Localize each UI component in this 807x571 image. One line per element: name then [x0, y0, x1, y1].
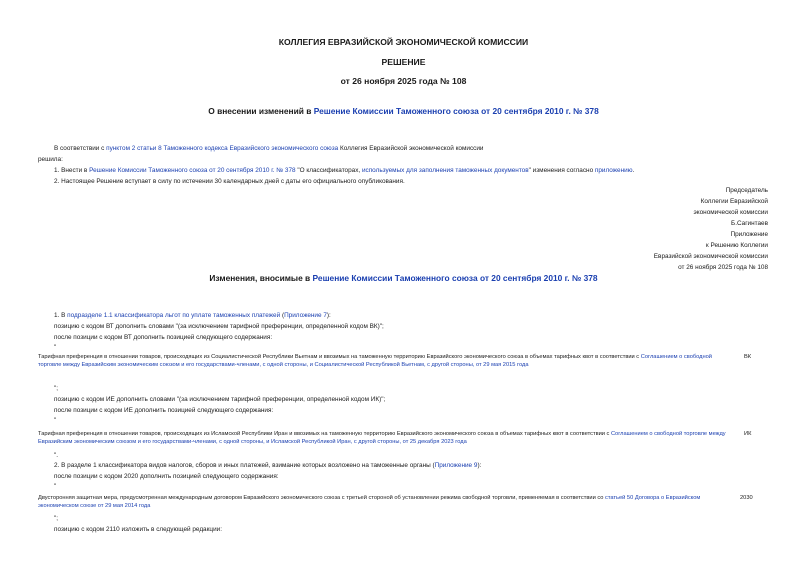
quote-open-1: "	[54, 344, 57, 351]
signature-line-3: экономической комиссии	[693, 209, 768, 216]
row-ik-code: ИК	[744, 431, 752, 437]
annex-ref-2: Евразийской экономической комиссии	[653, 253, 768, 260]
signature-line-1: Председатель	[725, 187, 768, 194]
section-1-line-3: позицию с кодом ИЕ дополнить словами "(за исключением тарифной преференции, определенной кодом ИК)";	[54, 396, 386, 403]
classifiers-link[interactable]: используемых для заполнения таможенных документов	[361, 167, 529, 174]
section-1-text: 1. В	[54, 312, 68, 319]
org-name: КОЛЛЕГИЯ ЕВРАЗИЙСКОЙ ЭКОНОМИЧЕСКОЙ КОМИССИИ	[278, 37, 529, 47]
section-1-paren: (	[280, 312, 285, 319]
section-1-line-2: после позиции с кодом ВТ дополнить позицией следующего содержания:	[54, 334, 273, 341]
annex-link[interactable]: приложению	[594, 167, 633, 174]
table-row-2030	[38, 494, 728, 511]
preamble-paragraph	[54, 145, 483, 153]
row-2030-code: 2030	[740, 495, 753, 501]
annex-ref-3: от 26 ноября 2025 года № 108	[678, 264, 768, 271]
section-1-colon: ):	[326, 312, 331, 319]
decision-378-link[interactable]: Решение Комиссии Таможенного союза от 20 сентября 2010 г. № 378	[89, 167, 296, 174]
section-2-text: 2. В разделе 1 классификатора видов налогов, сборов и иных платежей, взимание которых возложено на таможенные органы (	[54, 462, 435, 469]
annex-ref-1: к Решению Коллегии	[705, 242, 768, 249]
item-1	[54, 167, 634, 175]
preamble-text-end: Коллегия Евразийской экономической комиссии	[338, 145, 484, 152]
annex-label: Приложение	[730, 231, 768, 238]
section-2-line-1: после позиции с кодом 2020 дополнить позицией следующего содержания:	[54, 473, 279, 480]
signature-line-2: Коллегии Евразийской	[700, 198, 768, 205]
table-row-vk	[38, 353, 726, 370]
appendix-7-link[interactable]: Приложение 7	[284, 312, 327, 319]
table-row-ik	[38, 430, 728, 447]
customs-code-link[interactable]: пунктом 2 статьи 8 Таможенного кодекса Евразийского экономического союза	[106, 145, 339, 152]
doc-title-link[interactable]: Решение Комиссии Таможенного союза от 20 сентября 2010 г. № 378	[313, 106, 599, 116]
eaeu-treaty-link[interactable]: статьей 50 Договора о Евразийском экономическом союзе от 29 мая 2014 года	[38, 495, 701, 510]
quote-open-2: "	[54, 417, 57, 424]
signature-name: Б.Сагинтаев	[731, 220, 768, 227]
row-vk-code: ВК	[744, 354, 752, 360]
appendix-9-link[interactable]: Приложение 9	[434, 462, 478, 469]
iran-agreement-link[interactable]: Соглашением о свободной торговле между Евразийским экономическим союзом и его государствами-членами, с одной стороны, и Исламской Республикой Иран, с другой стороны, от 25 декабря 2023 года	[38, 431, 726, 446]
doc-type: РЕШЕНИЕ	[381, 57, 426, 67]
resolved-label: решила:	[38, 156, 63, 163]
vietnam-agreement-link[interactable]: Соглашением о свободной торговле между Евразийским экономическим союзом и его государствами-членами, с одной стороны, и Социалистической Республикой Вьетнам, с другой стороны, от 29 мая 2015 года	[38, 354, 712, 369]
quote-close-2: ".	[54, 452, 59, 459]
row-ik-text: Тарифная преференция в отношении товаров, происходящих из Исламской Республики Иран и ввозимых на таможенную территорию Евразийского экономического союза в объемах тарифных квот в соответствии с	[38, 431, 611, 437]
item-1-text-d: .	[632, 167, 635, 174]
item-2: 2. Настоящее Решение вступает в силу по истечении 30 календарных дней с даты его официального опубликования.	[54, 178, 405, 185]
section-2-line-2: позицию с кодом 2110 изложить в следующей редакции:	[54, 526, 222, 533]
section-1-line-4: после позиции с кодом ИЕ дополнить позицией следующего содержания:	[54, 407, 274, 414]
section-2-heading	[54, 462, 481, 470]
doc-title-prefix: О внесении изменений в	[208, 106, 314, 116]
section-1-heading	[54, 312, 331, 320]
row-2030-text: Двусторонняя защитная мера, предусмотренная международным договором Евразийского экономического союза с третьей стороной об установлении режима свободной торговли, применяемая в соответствии со	[38, 495, 605, 501]
item-1-text-c: " изменения согласно	[528, 167, 595, 174]
doc-title	[0, 106, 807, 116]
quote-open-3: "	[54, 483, 57, 490]
doc-date: от 26 ноября 2025 года № 108	[340, 76, 467, 86]
annex-title-link[interactable]: Решение Комиссии Таможенного союза от 20 сентября 2010 г. № 378	[312, 273, 598, 283]
quote-close-1: ";	[54, 385, 59, 392]
subsection-1-1-link[interactable]: подразделе 1.1 классификатора льгот по уплате таможенных платежей	[67, 312, 281, 319]
annex-title-prefix: Изменения, вносимые в	[209, 273, 313, 283]
quote-close-3: ";	[54, 515, 59, 522]
preamble-text: В соответствии с	[54, 145, 107, 152]
item-1-text: 1. Внести в	[54, 167, 90, 174]
annex-title	[0, 273, 807, 283]
row-vk-text: Тарифная преференция в отношении товаров, происходящих из Социалистической Республики Вьетнам и ввозимых на таможенную территорию Евразийского экономического союза в объемах тарифных квот в соответствии с	[38, 354, 641, 360]
item-1-text-b: "О классификаторах,	[295, 167, 362, 174]
section-1-line-1: позицию с кодом ВТ дополнить словами "(за исключением тарифной преференции, определенной кодом ВК)";	[54, 323, 384, 330]
section-2-colon: ):	[477, 462, 482, 469]
